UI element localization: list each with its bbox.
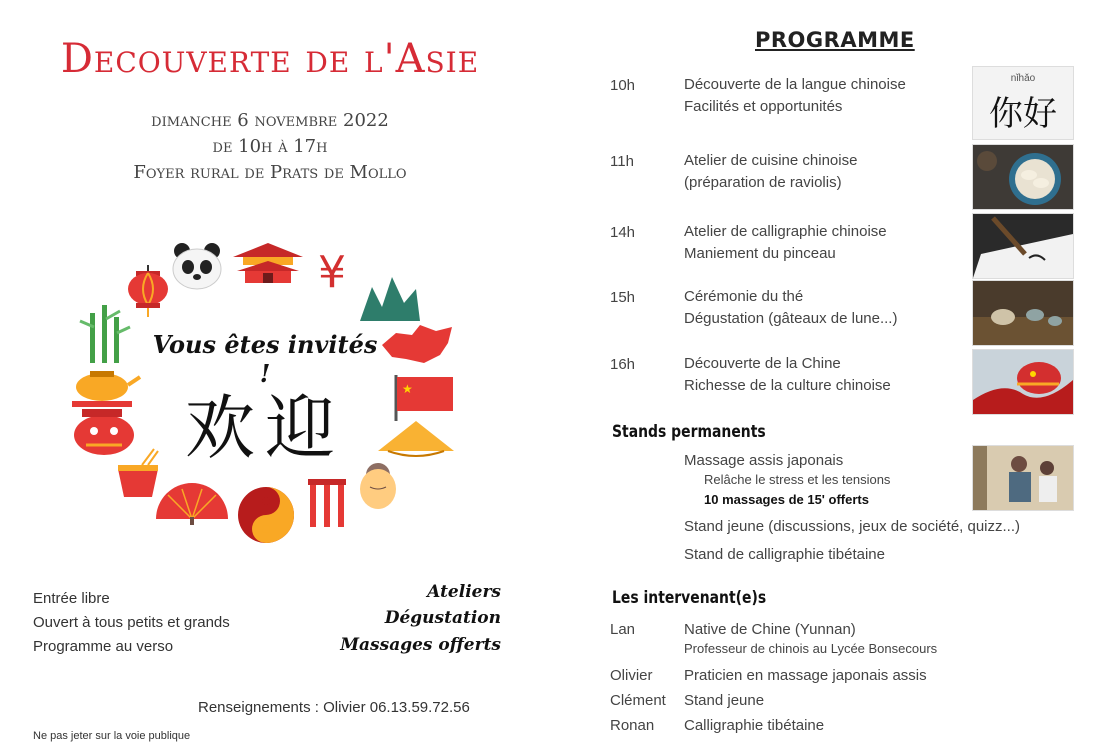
- yin-yang-icon: [238, 487, 294, 543]
- activity-detail: (préparation de raviolis): [684, 174, 842, 191]
- welcome-chinese: 欢迎: [185, 387, 345, 469]
- schedule-time: 14h: [610, 224, 636, 241]
- lantern-icon: [128, 265, 168, 317]
- mountains-icon: [360, 277, 420, 321]
- china-map-icon: [382, 325, 452, 363]
- nihao-chars: 你好: [989, 94, 1057, 134]
- speaker-name: Lan: [610, 621, 636, 638]
- invite-text: Vous êtes invités !: [152, 330, 378, 388]
- footer-note: Ne pas jeter sur la voie publique: [33, 730, 191, 742]
- stand-calligraphy: Stand de calligraphie tibétaine: [684, 546, 885, 563]
- speaker-desc: Praticien en massage japonais assis: [684, 667, 927, 684]
- stand-massage-sub: Relâche le stress et les tensions: [704, 472, 891, 487]
- event-hours: de 10h à 17h: [212, 136, 328, 157]
- massage-image: [972, 445, 1074, 511]
- schedule-activity: [684, 74, 906, 118]
- pagoda-icon: [233, 243, 303, 283]
- schedule-time: 16h: [610, 356, 636, 373]
- schedule-activity: [684, 221, 887, 265]
- activity-title: Atelier de calligraphie chinoise: [684, 223, 887, 240]
- svg-text:★: ★: [402, 382, 413, 396]
- programme-title: PROGRAMME: [755, 28, 915, 52]
- info-programme: Programme au verso: [33, 638, 174, 655]
- nihao-pinyin: nǐhǎo: [1010, 73, 1036, 84]
- flyer-title: Decouverte de l'Asie: [60, 36, 480, 82]
- teapot-icon: [72, 371, 140, 417]
- stand-massage-offer: 10 massages de 15' offerts: [704, 492, 869, 507]
- stand-youth: Stand jeune (discussions, jeux de société, quizz...): [684, 518, 1021, 535]
- china-flag-icon: [396, 375, 453, 421]
- schedule-activity: [684, 150, 857, 194]
- dragon-image: [972, 349, 1074, 415]
- schedule-activity: [684, 286, 897, 330]
- speakers-title: Les intervenant(e)s: [612, 588, 767, 608]
- info-all-ages: Ouvert à tous petits et grands: [33, 614, 230, 631]
- stands-title: Stands permanents: [612, 422, 766, 442]
- schedule-time: 10h: [610, 77, 636, 94]
- activity-title: Découverte de la Chine: [684, 355, 841, 372]
- speaker-desc: Native de Chine (Yunnan): [684, 621, 856, 638]
- activity-title: Découverte de la langue chinoise: [684, 76, 906, 93]
- speaker-desc: Stand jeune: [684, 692, 765, 709]
- dumplings-image: [972, 144, 1074, 210]
- speaker-desc: Calligraphie tibétaine: [684, 717, 825, 734]
- speaker-name: Clément: [610, 692, 666, 709]
- tea-ceremony-image: [972, 280, 1074, 346]
- panda-icon: [173, 243, 221, 289]
- bamboo-icon: [80, 305, 130, 363]
- activity-title: Atelier de cuisine chinoise: [684, 152, 858, 169]
- dragon-mask-icon: [74, 415, 134, 455]
- schedule-time: 11h: [610, 153, 634, 170]
- feature-workshops: Ateliers: [427, 582, 501, 602]
- calligraphy-image: [972, 213, 1074, 279]
- activity-detail: Richesse de la culture chinoise: [684, 377, 891, 394]
- speaker-name: Ronan: [610, 717, 655, 734]
- speaker-name: Olivier: [610, 667, 653, 684]
- activity-title: Cérémonie du thé: [684, 288, 804, 305]
- info-free-entry: Entrée libre: [33, 590, 110, 607]
- event-location: Foyer rural de Prats de Mollo: [133, 162, 407, 183]
- firecrackers-icon: [308, 479, 346, 527]
- speaker-sub: Professeur de chinois au Lycée Bonsecours: [684, 641, 938, 656]
- stand-massage: Massage assis japonais: [684, 452, 844, 469]
- nihao-image: [972, 66, 1074, 140]
- activity-detail: Maniement du pinceau: [684, 245, 836, 262]
- event-date: dimanche 6 novembre 2022: [151, 110, 389, 131]
- schedule-time: 15h: [610, 289, 636, 306]
- activity-detail: Facilités et opportunités: [684, 98, 843, 115]
- feature-massages: Massages offerts: [340, 635, 501, 655]
- activity-detail: Dégustation (gâteaux de lune...): [684, 310, 898, 327]
- contact-info: Renseignements : Olivier 06.13.59.72.56: [198, 699, 470, 716]
- feature-tasting: Dégustation: [384, 608, 501, 628]
- fan-icon: [156, 483, 228, 525]
- conical-hat-icon: [378, 421, 454, 456]
- schedule-activity: [684, 353, 891, 397]
- yuan-icon: ¥: [318, 247, 346, 298]
